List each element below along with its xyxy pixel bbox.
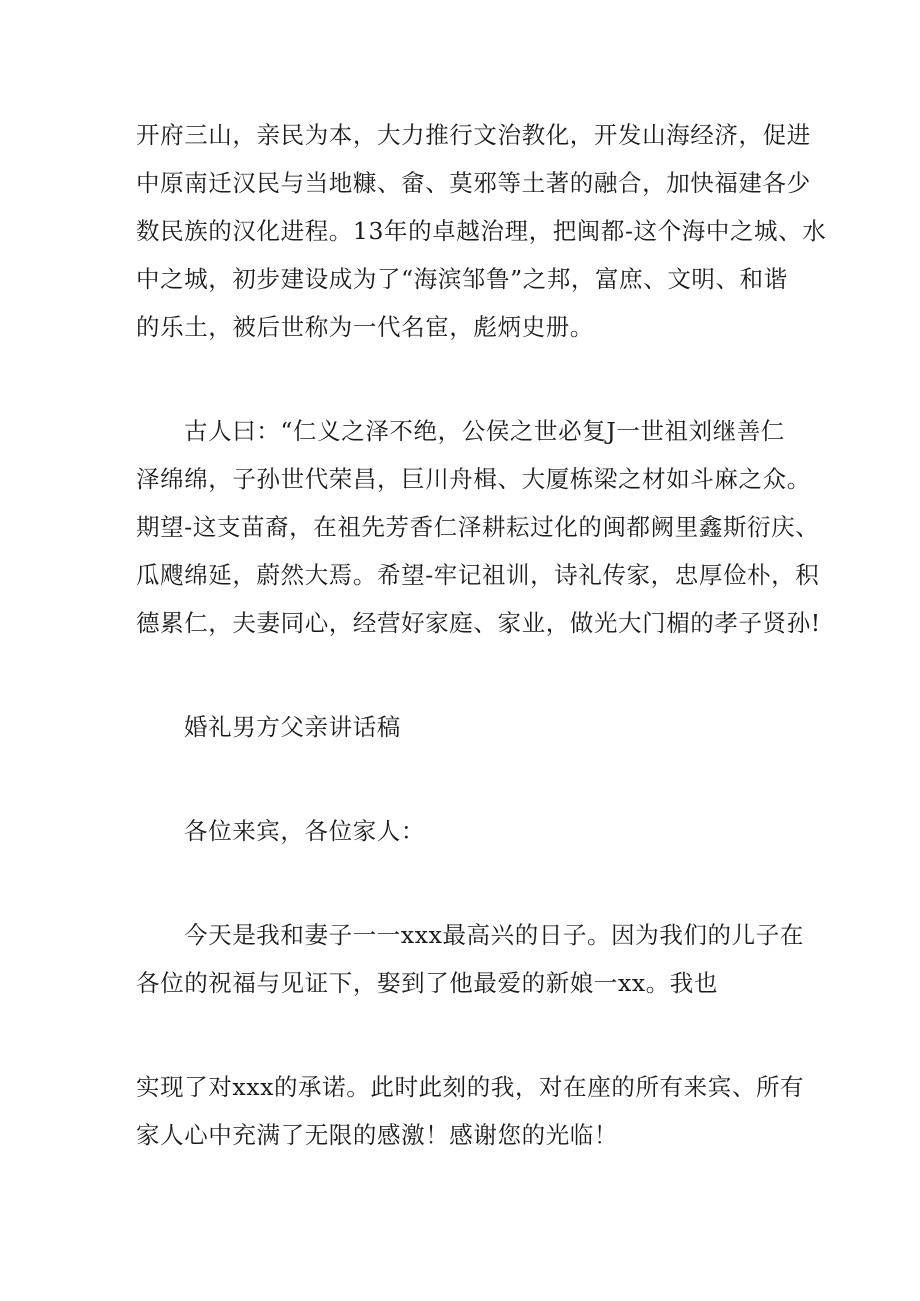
- paragraph-line: 中之城，初步建设成为了“海滨邹鲁”之邦，富庶、文明、和谐: [136, 265, 788, 293]
- paragraph-line: 泽绵绵，子孙世代荣昌，巨川舟楫、大厦栋梁之材如斗麻之众。: [136, 465, 811, 493]
- paragraph-line: 古人曰：“仁义之泽不绝，公侯之世必复J一世祖刘继善仁: [184, 417, 786, 445]
- paragraph-line: 家人心中充满了无限的感激！感谢您的光临！: [136, 1121, 618, 1149]
- paragraph-line: 今天是我和妻子一一xxx最高兴的日子。因为我们的儿子在: [184, 921, 804, 949]
- paragraph-line: 瓜飕绵延，蔚然大焉。希望-牢记祖训，诗礼传家，忠厚俭朴，积: [136, 561, 820, 589]
- section-heading: 婚礼男方父亲讲话稿: [184, 713, 401, 741]
- paragraph-line: 各位的祝福与见证下，娶到了他最爱的新娘一xx。我也: [136, 969, 719, 997]
- paragraph-line: 实现了对xxx的承诺。此时此刻的我，对在座的所有来宾、所有: [136, 1073, 805, 1101]
- paragraph-line: 的乐土，被后世称为一代名宦，彪炳史册。: [136, 313, 594, 341]
- paragraph-line: 开府三山，亲民为本，大力推行文治教化，开发山海经济，促进: [136, 121, 811, 149]
- paragraph-line: 德累仁，夫妻同心，经营好家庭、家业，做光大门楣的孝子贤孙!: [136, 609, 821, 637]
- salutation: 各位来宾，各位家人：: [184, 817, 425, 845]
- paragraph-line: 中原南迁汉民与当地糠、畲、莫邪等土著的融合，加快福建各少: [136, 169, 811, 197]
- paragraph-line: 数民族的汉化进程。13年的卓越治理，把闽都-这个海中之城、水: [136, 217, 827, 245]
- paragraph-line: 期望-这支苗裔，在祖先芳香仁泽耕耘过化的闽都阙里鑫斯衍庆、: [136, 513, 820, 541]
